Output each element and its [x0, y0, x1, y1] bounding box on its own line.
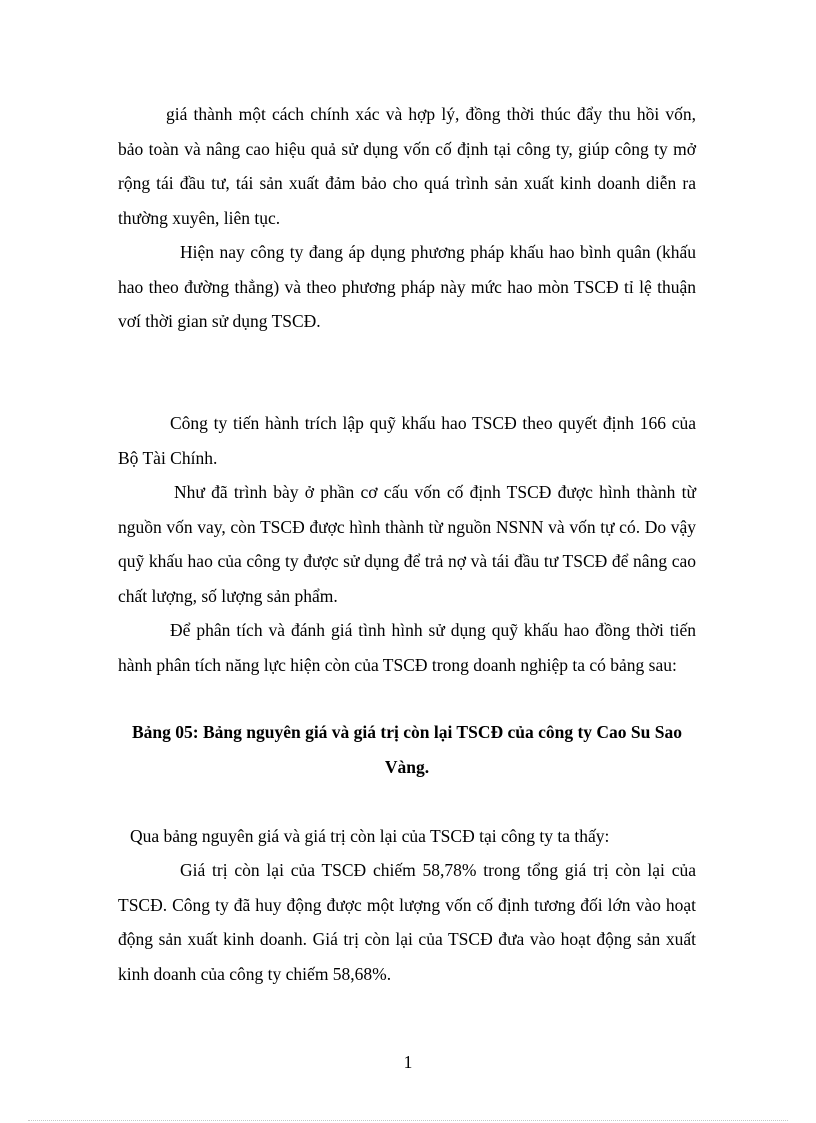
table-title: Bảng 05: Bảng nguyên giá và giá trị còn lại TSCĐ của công ty Cao Su Sao Vàng. [131, 722, 683, 777]
paragraph-capital-recovery: giá thành một cách chính xác và hợp lý, đồng thời thúc đẩy thu hồi vốn, bảo toàn và nâng cao hiệu quả sử dụng vốn cố định tại công ty, giúp công ty mở rộng tái đầu tư, tái sản xuất đảm bảo cho quá trình sản xuất kinh doanh diễn ra thường xuyên, liên tục. [118, 104, 696, 228]
paragraph-depreciation-fund: Công ty tiến hành trích lập quỹ khấu hao TSCĐ theo quyết định 166 của Bộ Tài Chính. [118, 413, 696, 468]
paragraph-table-summary: Qua bảng nguyên giá và giá trị còn lại của TSCĐ tại công ty ta thấy: [130, 826, 610, 846]
paragraph-analysis-intro: Để phân tích và đánh giá tình hình sử dụng quỹ khấu hao đồng thời tiến hành phân tích năng lực hiện còn của TSCĐ trong doanh nghiệp ta có bảng sau: [118, 620, 696, 675]
page-bottom-divider [28, 1120, 788, 1121]
page-number: 1 [403, 1052, 413, 1072]
paragraph-residual-value: Giá trị còn lại của TSCĐ chiếm 58,78% trong tổng giá trị còn lại của TSCĐ. Công ty đã huy động được một lượng vốn cố định tương đối lớn vào hoạt động sản xuất kinh doanh. Giá trị còn lại của TSCĐ đưa vào hoạt động sản xuất kinh doanh của công ty chiếm 58,68%. [118, 860, 696, 984]
paragraph-capital-structure: Như đã trình bày ở phần cơ cấu vốn cố định TSCĐ được hình thành từ nguồn vốn vay, còn TSCĐ được hình thành từ nguồn NSNN và vốn tự có. Do vậy quỹ khấu hao của công ty được sử dụng để trả nợ và tái đầu tư TSCĐ để nâng cao chất lượng, số lượng sản phẩm. [118, 482, 696, 606]
paragraph-depreciation-method: Hiện nay công ty đang áp dụng phương pháp khấu hao bình quân (khấu hao theo đường thẳng) và theo phương pháp này mức hao mòn TSCĐ tỉ lệ thuận vơí thời gian sử dụng TSCĐ. [118, 242, 696, 331]
